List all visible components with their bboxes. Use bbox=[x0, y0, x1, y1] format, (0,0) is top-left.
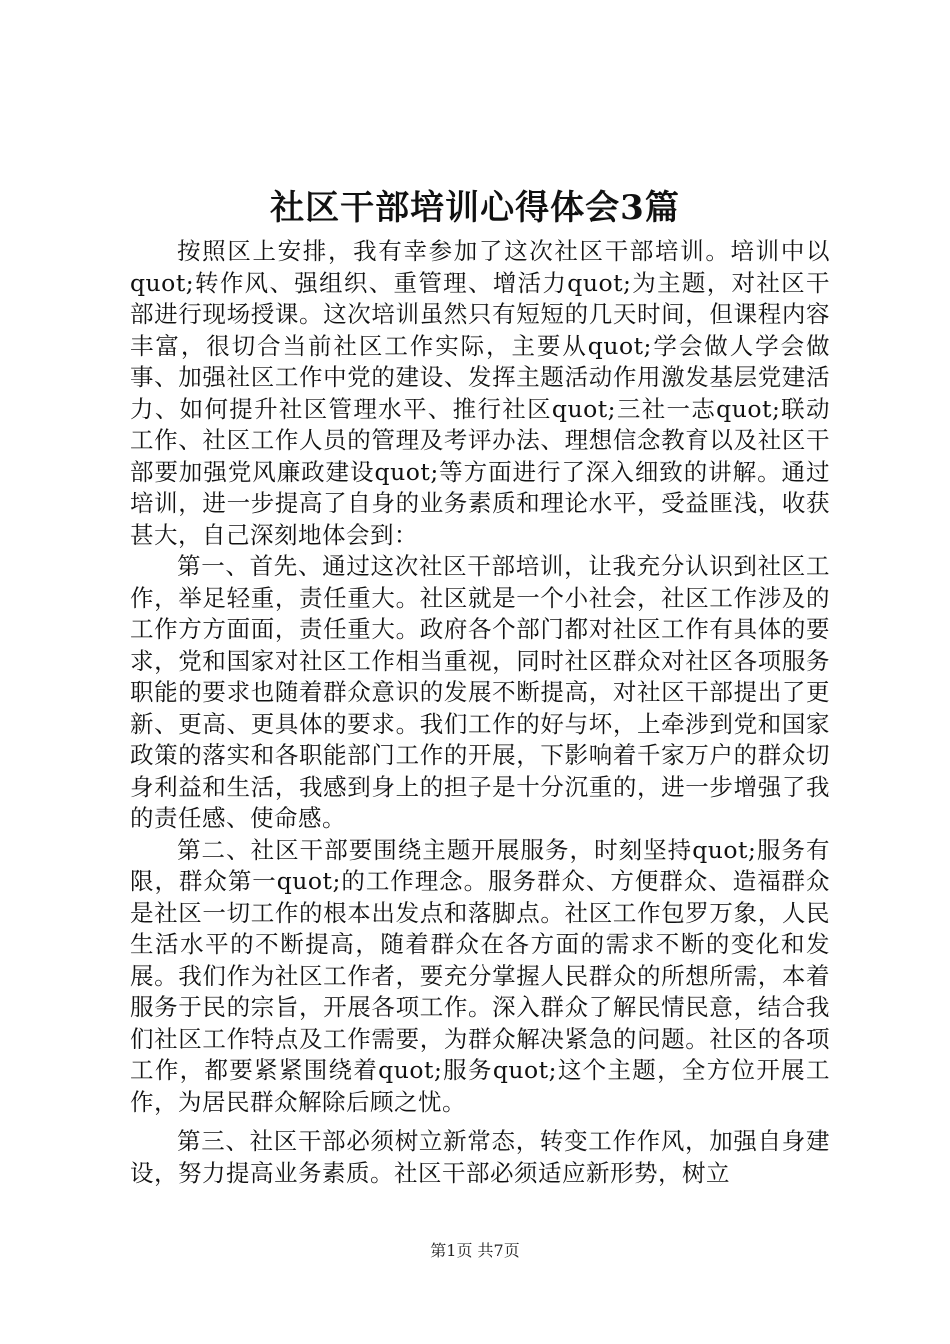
paragraph-intro: 按照区上安排，我有幸参加了这次社区干部培训。培训中以quot;转作风、强组织、重管理、增活力quot;为主题，对社区干部进行现场授课。这次培训虽然只有短短的几天时间，但课程内容丰富，很切合当前社区工作实际，主要从quot;学会做人学会做事、加强社区工作中党的建设、发挥主题活动作用激发基层党建活力、如何提升社区管理水平、推行社区quot;三社一志quot;联动工作、社区工作人员的管理及考评办法、理想信念教育以及社区干部要加强党风廉政建设quot;等方面进行了深入细致的讲解。通过培训，进一步提高了自身的业务素质和理论水平，受益匪浅，收获甚大，自己深刻地体会到： bbox=[130, 237, 830, 549]
paragraph-third-point: 第三、社区干部必须树立新常态，转变工作作风，加强自身建设，努力提高业务素质。社区干部必须适应新形势，树立 bbox=[130, 1127, 830, 1187]
page-number-footer: 第1页 共7页 bbox=[430, 1241, 520, 1260]
paragraph-second-point: 第二、社区干部要围绕主题开展服务，时刻坚持quot;服务有限，群众第一quot;的工作理念。服务群众、方便群众、造福群众是社区一切工作的根本出发点和落脚点。社区工作包罗万象，人民生活水平的不断提高，随着群众在各方面的需求不断的变化和发展。我们作为社区工作者，要充分掌握人民群众的所想所需，本着服务于民的宗旨，开展各项工作。深入群众了解民情民意，结合我们社区工作特点及工作需要，为群众解决紧急的问题。社区的各项工作，都要紧紧围绕着quot;服务quot;这个主题，全方位开展工作，为居民群众解除后顾之忧。 bbox=[130, 835, 830, 1116]
paragraph-first-point: 第一、首先、通过这次社区干部培训，让我充分认识到社区工作，举足轻重，责任重大。社区就是一个小社会，社区工作涉及的工作方方面面，责任重大。政府各个部门都对社区工作有具体的要求，党和国家对社区工作相当重视，同时社区群众对社区各项服务职能的要求也随着群众意识的发展不断提高，对社区干部提出了更新、更高、更具体的要求。我们工作的好与坏，上牵涉到党和国家政策的落实和各职能部门工作的开展，下影响着千家万户的群众切身利益和生活，我感到身上的担子是十分沉重的，进一步增强了我的责任感、使命感。 bbox=[130, 552, 830, 832]
document-body bbox=[130, 236, 830, 1189]
document-title: 社区干部培训心得体会3篇 bbox=[270, 188, 680, 228]
